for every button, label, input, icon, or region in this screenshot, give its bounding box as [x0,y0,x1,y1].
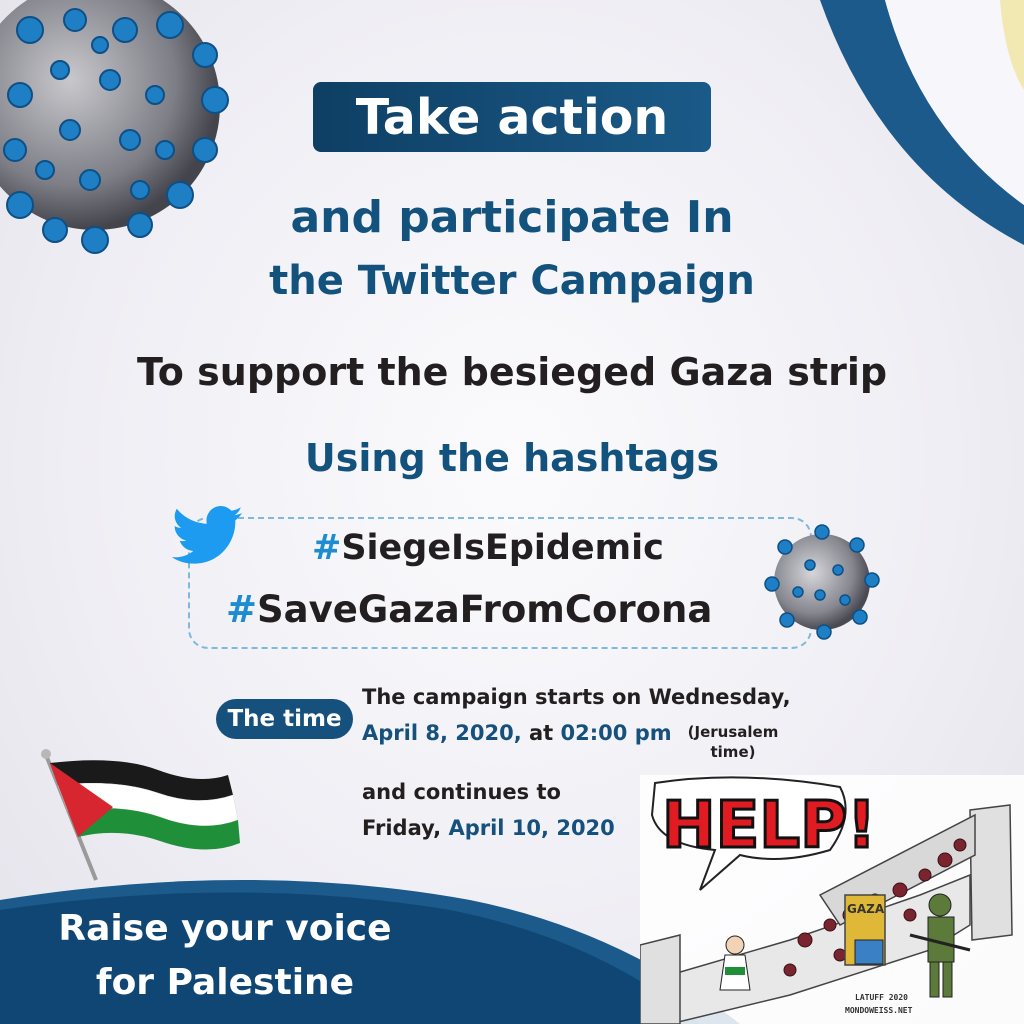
twitter-bird-icon [172,505,244,567]
hashtag-symbol: # [312,528,342,568]
end-date: April 10, 2020 [448,816,615,840]
hashtag-siege-is-epidemic[interactable] [312,528,664,568]
campaign-end-line [362,816,615,840]
campaign-continues-line: and continues to [362,780,561,804]
page-title: Take action [355,88,669,146]
hashtags-heading: Using the hashtags [304,436,720,480]
start-time: 02:00 pm [560,721,672,745]
footer-line-2: for Palestine [95,962,355,1003]
hashtag-symbol: # [226,588,258,631]
support-line: To support the besieged Gaza strip [136,350,888,394]
start-date: April 8, 2020, [362,721,522,745]
palestine-flag-icon [18,745,243,885]
campaign-start-line: The campaign starts on Wednesday, [362,685,791,709]
hashtag-save-gaza-from-corona[interactable] [226,588,712,631]
hashtag-text: SaveGazaFromCorona [257,588,713,631]
title-banner [313,82,711,152]
timezone-line-2: time) [710,743,756,761]
gaza-cartoon-illustration [640,775,1024,1024]
gaza-wall-label: GAZA [847,902,885,916]
cartoon-credit: MONDOWEISS.NET [845,1006,913,1015]
help-speech-text: HELP! [662,789,877,863]
hashtag-text: SiegeIsEpidemic [341,528,664,568]
subtitle-line-2: the Twitter Campaign [269,258,755,304]
timezone-note [678,722,788,762]
subtitle-line-1: and participate In [290,192,734,243]
timezone-line-1: (Jerusalem [687,723,779,741]
time-label-badge: The time [216,699,353,739]
end-prefix: Friday, [362,816,449,840]
footer-line-1: Raise your voice [58,908,392,949]
start-at: at [521,721,561,745]
campaign-start-datetime [362,721,672,745]
virus-icon [760,520,885,645]
cartoon-signature: LATUFF 2020 [855,993,908,1002]
